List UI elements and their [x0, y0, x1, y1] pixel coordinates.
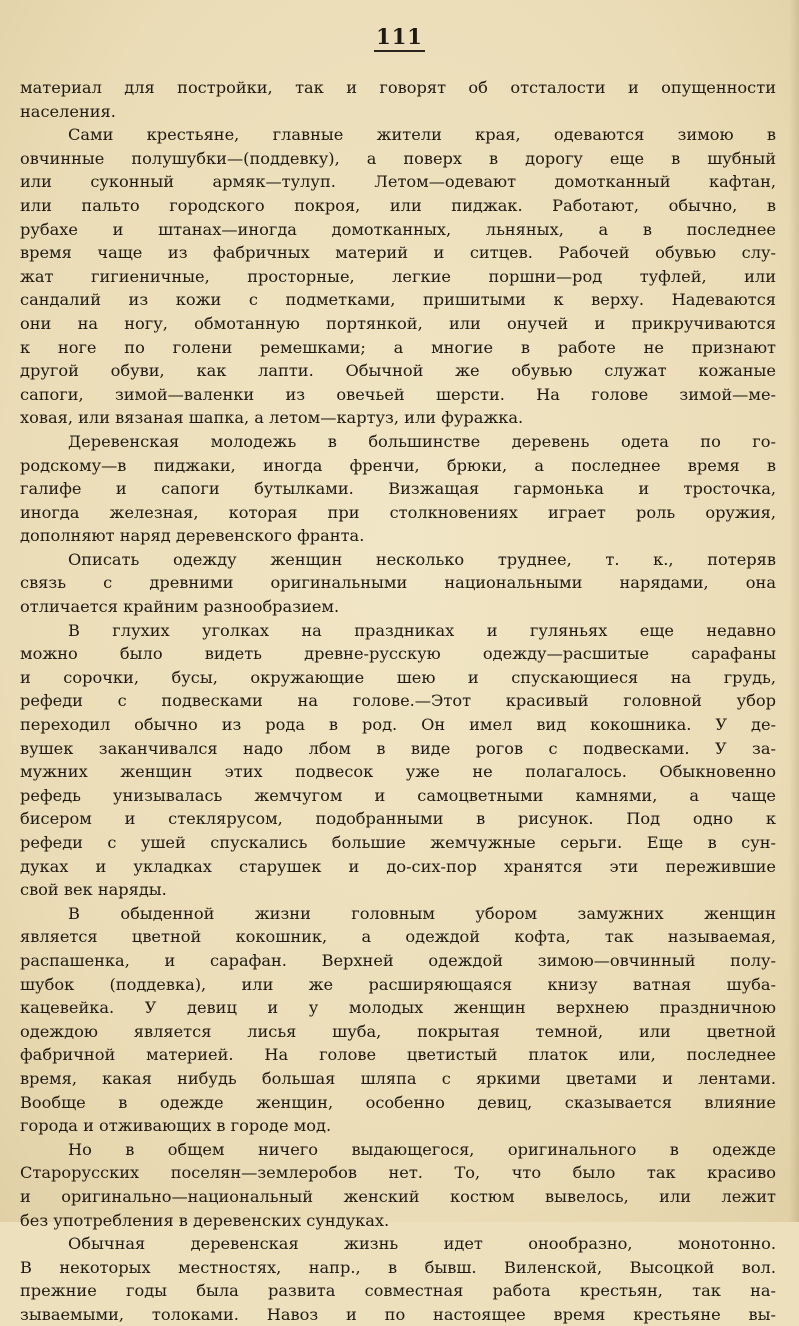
text-line: прежние годы была развита совместная работа крестьян, так на-: [20, 1281, 776, 1301]
text-line: или суконный армяк—тулуп. Летом—одевают домотканный кафтан,: [20, 172, 776, 192]
text-line: можно было видеть древне-русскую одежду—расшитые сарафаны: [20, 644, 776, 664]
body-text: [20, 76, 776, 1326]
text-line: сандалий из кожи с подметками, пришитыми к верху. Надеваются: [20, 290, 776, 310]
text-line: Вообще в одежде женщин, особенно девиц, сказывается влияние: [20, 1092, 776, 1112]
text-line: отличается крайним разнообразием.: [20, 597, 340, 617]
text-line: Деревенская молодежь в большинстве деревень одета по го-: [68, 431, 776, 451]
text-line: другой обуви, как лапти. Обычной же обувью служат кожаные: [20, 361, 776, 381]
text-line: они на ногу, обмотанную портянкой, или онучей и прикручиваются: [20, 313, 776, 333]
text-line: шубок (поддевка), или же расширяющаяся книзу ватная шуба-: [20, 974, 776, 994]
text-line: рефеди с подвесками на голове.—Этот красивый головной убор: [20, 691, 776, 711]
text-line: распашенка, и сарафан. Верхней одеждой зимою—овчинный полу-: [20, 950, 776, 970]
text-line: Описать одежду женщин несколько труднее, т. к., потеряв: [68, 549, 776, 569]
text-line: Сами крестьяне, главные жители края, одеваются зимою в: [68, 125, 776, 145]
text-line: В глухих уголках на праздниках и гуляньях еще недавно: [68, 620, 776, 640]
text-line: Обычная деревенская жизнь идет онообразно, монотонно.: [68, 1234, 776, 1254]
text-line: связь с древними оригинальными национальными нарядами, она: [20, 573, 776, 593]
text-line: зываемыми, толоками. Навоз и по настоящее время крестьяне вы-: [20, 1304, 776, 1324]
text-line: свой век наряды.: [20, 880, 167, 900]
text-line: населения.: [20, 101, 116, 121]
text-line: одеждою является лисья шуба, покрытая темной, или цветной: [20, 1021, 776, 1041]
text-line: В некоторых местностях, напр., в бывш. Виленской, Высоцкой вол.: [20, 1257, 776, 1277]
text-line: родскому—в пиджаки, иногда френчи, брюки, а последнее время в: [20, 455, 776, 475]
text-line: иногда железная, которая при столкновениях играет роль оружия,: [20, 502, 776, 522]
text-line: время чаще из фабричных материй и ситцев. Рабочей обувью слу-: [20, 243, 776, 263]
page-number: [0, 24, 799, 52]
text-line: рефеди с ушей спускались большие жемчужные серьги. Еще в сун-: [20, 833, 776, 852]
text-line: Старорусских поселян—землеробов нет. То, что было так красиво: [20, 1163, 776, 1183]
text-line: Но в общем ничего выдающегося, оригинального в одежде: [68, 1139, 776, 1159]
text-line: к ноге по голени ремешками; а многие в работе не признают: [20, 337, 776, 357]
text-line: В обыденной жизни головным убором замужних женщин: [68, 903, 776, 923]
text-line: материал для постройки, так и говорят об отсталости и опущенности: [20, 78, 776, 97]
text-line: дуках и укладках старушек и до-сих-пор хранятся эти пережившие: [20, 856, 776, 876]
text-line: рефедь унизывалась жемчугом и самоцветными камнями, а чаще: [20, 785, 776, 805]
page-number-text: 111: [374, 25, 425, 52]
text-line: мужних женщин этих подвесок уже не полагалось. Обыкновенно: [20, 762, 776, 782]
text-line: ховая, или вязаная шапка, а летом—картуз, или фуражка.: [20, 408, 524, 428]
text-line: бисером и стеклярусом, подобранными в рисунок. Под одно к: [20, 809, 776, 829]
page-edge-shadow: [789, 0, 799, 1222]
text-line: овчинные полушубки—(поддевку), а поверх в дорогу еще в шубный: [20, 148, 776, 168]
text-line: жат гигиеничные, просторные, легкие поршни—род туфлей, или: [20, 266, 776, 286]
text-line: и сорочки, бусы, окружающие шею и спускающиеся на грудь,: [20, 667, 776, 687]
text-line: или пальто городского покроя, или пиджак. Работают, обычно, в: [20, 195, 776, 215]
text-line: является цветной кокошник, а одеждой кофта, так называемая,: [20, 927, 776, 947]
text-line: рубахе и штанах—иногда домотканных, льняных, а в последнее: [20, 219, 776, 239]
text-line: время, какая нибудь большая шляпа с яркими цветами и лентами.: [20, 1068, 776, 1088]
text-line: сапоги, зимой—валенки из овечьей шерсти. На голове зимой—ме-: [20, 384, 776, 404]
text-line: галифе и сапоги бутылками. Визжащая гармонька и тросточка,: [20, 479, 776, 499]
text-line: фабричной материей. На голове цветистый платок или, последнее: [20, 1045, 776, 1065]
text-line: кацевейка. У девиц и у молодых женщин верхнею праздничною: [20, 998, 776, 1018]
text-line: вушек заканчивался надо лбом в виде рогов с подвесками. У за-: [20, 738, 776, 758]
text-line: переходил обычно из рода в род. Он имел вид кокошника. У де-: [20, 715, 776, 735]
text-line: города и отживающих в городе мод.: [20, 1116, 332, 1136]
text-line: без употребления в деревенских сундуках.: [20, 1210, 390, 1230]
text-line: и оригинально—национальный женский костюм вывелось, или лежит: [20, 1186, 776, 1206]
text-line: дополняют наряд деревенского франта.: [20, 526, 365, 546]
